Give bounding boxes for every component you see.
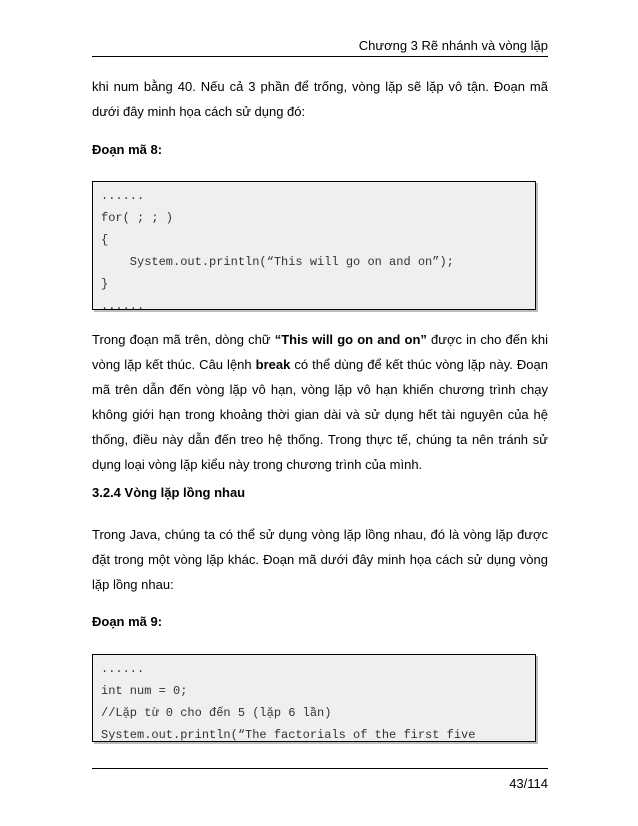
code8-label: Đoạn mã 8:: [92, 142, 163, 157]
footer-divider: [92, 768, 548, 769]
code-line: ......: [101, 299, 145, 313]
break-keyword: break: [255, 357, 291, 372]
explanation-text: Trong đoạn mã trên, dòng chữ: [92, 332, 275, 347]
code-line: }: [101, 277, 109, 291]
explanation-paragraph: [92, 327, 548, 477]
explanation-text: được in cho đến khi vòng lặp kết thúc. Câu lệnh: [92, 332, 548, 372]
chapter-title: Chương 3 Rẽ nhánh và vòng lặp: [358, 38, 548, 53]
section-title: 3.2.4 Vòng lặp lồng nhau: [92, 485, 246, 500]
code-line: //Lặp từ 0 cho đến 5 (lặp 6 lần): [101, 706, 332, 720]
code-line: {: [101, 233, 109, 247]
code-line: ......: [101, 189, 145, 203]
code-line: ......: [101, 662, 145, 676]
explanation-text: có thể dùng để kết thúc vòng lặp này. Đoạn mã trên dẫn đến vòng lặp vô hạn, vòng lặp vô hạn khiến chương trình chạy không giới hạn trong khoảng thời gian dài và sử dụng hết tài nguyên của hệ thống, điều này dẫn đến treo hệ thống. Trong thực tế, chúng ta nên tránh sử dụng loại vòng lặp kiểu này trong chương trình của mình.: [92, 357, 548, 472]
code-line: for( ; ; ): [101, 211, 174, 225]
header-divider: [92, 56, 548, 57]
code9-block: [92, 654, 536, 742]
code-line: System.out.println(“This will go on and on”);: [101, 255, 454, 269]
quoted-output-text: “This will go on and on”: [274, 332, 427, 347]
code9-label: Đoạn mã 9:: [92, 614, 163, 629]
page-number: 43/114: [509, 776, 548, 791]
intro-paragraph: khi num bằng 40. Nếu cả 3 phần để trống, vòng lặp sẽ lặp vô tận. Đoạn mã dưới đây minh họa cách sử dụng đó:: [92, 79, 548, 119]
code-line: System.out.println(“The factorials of the first five: [101, 728, 476, 742]
code8-block: [92, 181, 536, 313]
section-paragraph: Trong Java, chúng ta có thể sử dụng vòng lặp lồng nhau, đó là vòng lặp được đặt trong một vòng lặp khác. Đoạn mã dưới đây minh họa cách sử dụng vòng lặp lồng nhau:: [92, 527, 548, 592]
code-line: int num = 0;: [101, 684, 188, 698]
